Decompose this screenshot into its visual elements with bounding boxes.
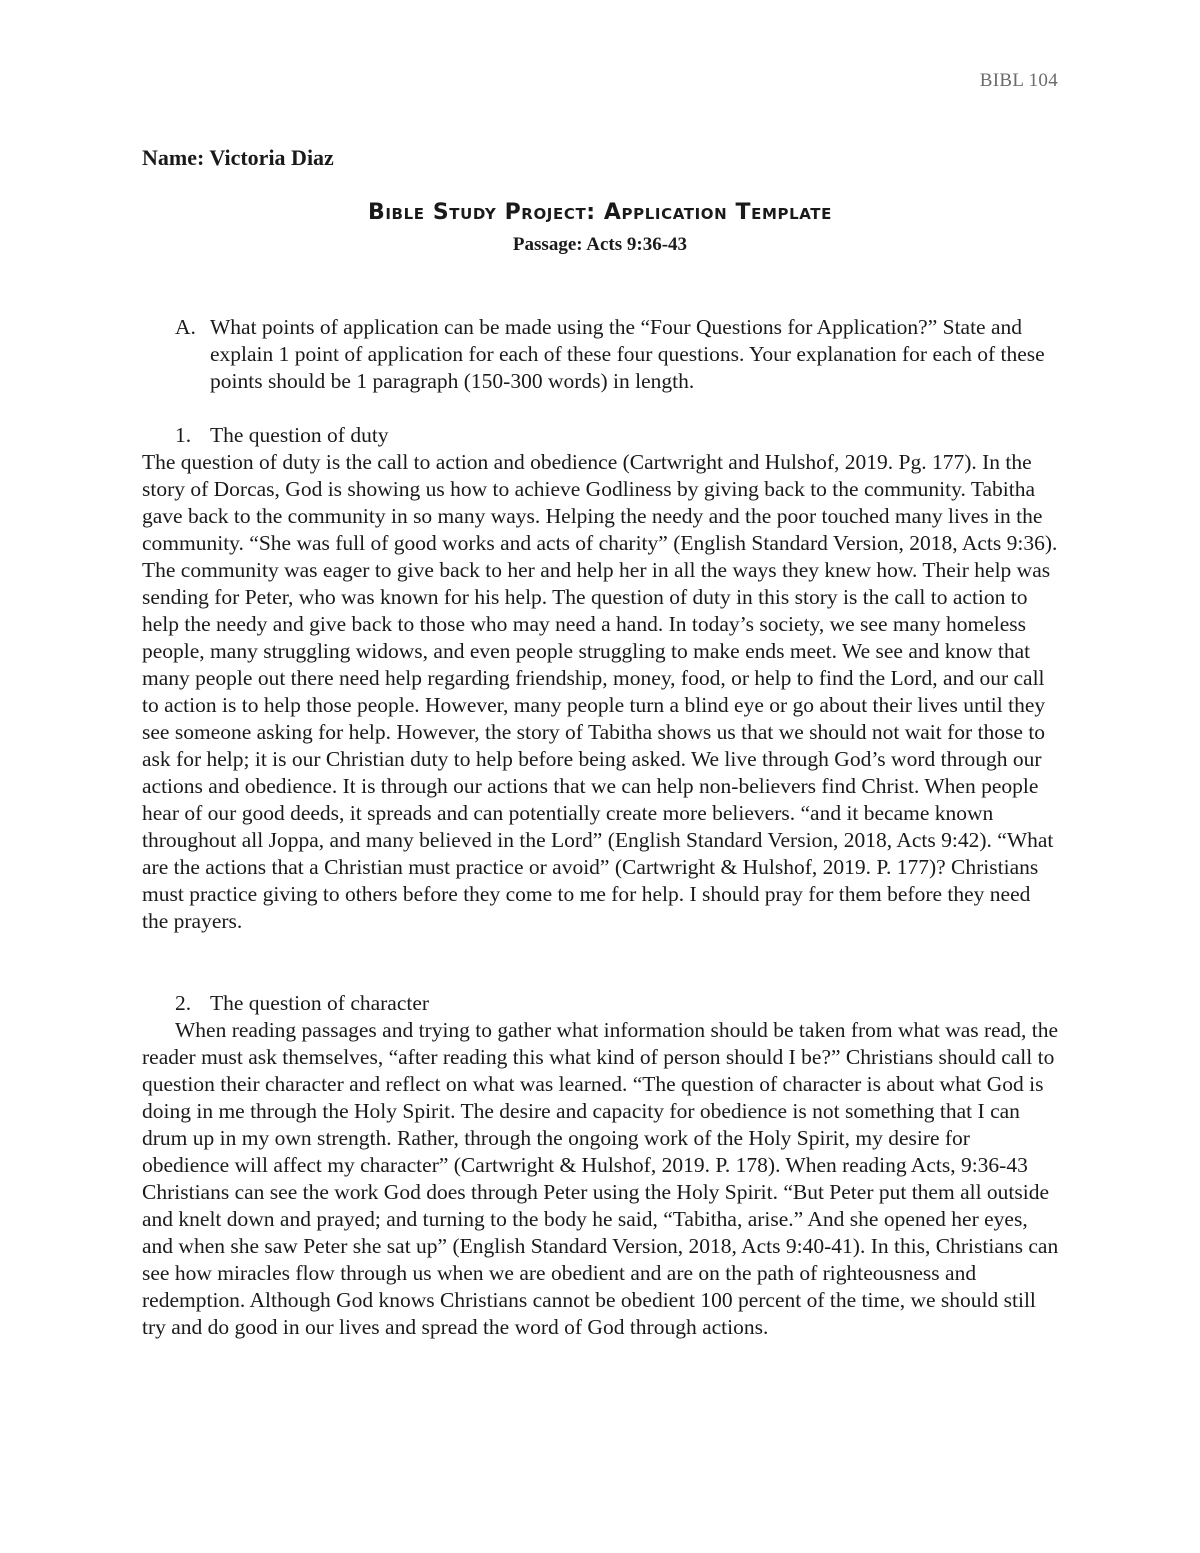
course-code-header: BIBL 104 bbox=[979, 70, 1058, 91]
instruction-item bbox=[175, 314, 1075, 395]
document-title: Bible Study Project: Application Template bbox=[368, 200, 832, 225]
section-body: The question of duty is the call to action and obedience (Cartwright and Hulshof, 2019. Pg. 177). In the story of Dorcas, God is showing us how to achieve Godliness by giving back to the community. Tabitha gave back to the community in so many ways. Helping the needy and the poor touched many lives in the community. “She was full of good works and acts of charity” (English Standard Version, 2018, Acts 9:36). The community was eager to give back to her and help her in all the ways they knew how. Their help was sending for Peter, who was known for his help. The question of duty in this story is the call to action to help the needy and give back to those who may need a hand. In today’s society, we see many homeless people, many struggling widows, and even people struggling to make ends meet. We see and know that many people out there need help regarding friendship, money, food, or help to find the Lord, and our call to action is to help those people. However, many people turn a blind eye or go about their lives until they see someone asking for help. However, the story of Tabitha shows us that we should not wait for those to ask for help; it is our Christian duty to help before being asked. We live through God’s word through our actions and obedience. It is through our actions that we can help non-believers find Christ. When people hear of our good deeds, it spreads and can potentially create more believers. “and it became known throughout all Joppa, and many believed in the Lord” (English Standard Version, 2018, Acts 9:42). “What are the actions that a Christian must practice or avoid” (Cartwright & Hulshof, 2019. P. 177)? Christians must practice giving to others before they come to me for help. I should pray for them before they need the prayers. bbox=[142, 450, 1058, 933]
instruction-text: What points of application can be made using the “Four Questions for Application?” State and explain 1 point of application for each of these four questions. Your explanation for each of these points should be 1 paragraph (150-300 words) in length. bbox=[210, 315, 1045, 393]
passage-reference: Passage: Acts 9:36-43 bbox=[512, 234, 688, 255]
section-body: When reading passages and trying to gather what information should be taken from what was read, the reader must ask themselves, “after reading this what kind of person should I be?” Christians should call to question their character and reflect on what was learned. “The question of character is about what God is doing in me through the Holy Spirit. The desire and capacity for obedience is not something that I can drum up in my own strength. Rather, through the ongoing work of the Holy Spirit, my desire for obedience will affect my character” (Cartwright & Hulshof, 2019. P. 178). When reading Acts, 9:36-43 Christians can see the work God does through Peter using the Holy Spirit. “But Peter put them all outside and knelt down and prayed; and turning to the body he said, “Tabitha, arise.” And she opened her eyes, and when she saw Peter she sat up” (English Standard Version, 2018, Acts 9:40-41). In this, Christians can see how miracles flow through us when we are obedient and are on the path of righteousness and redemption. Although God knows Christians cannot be obedient 100 percent of the time, we should still try and do good in our lives and spread the word of God through actions. bbox=[142, 1018, 1059, 1339]
section-duty bbox=[142, 422, 1062, 935]
section-number: 2. bbox=[175, 991, 192, 1015]
section-character bbox=[142, 990, 1062, 1341]
section-heading bbox=[175, 422, 1062, 449]
instruction-marker: A. bbox=[175, 315, 196, 339]
section-number: 1. bbox=[175, 423, 192, 447]
section-title: The question of character bbox=[210, 991, 430, 1015]
student-name: Name: Victoria Diaz bbox=[142, 145, 334, 170]
section-title: The question of duty bbox=[210, 423, 389, 447]
section-heading bbox=[175, 990, 1062, 1017]
